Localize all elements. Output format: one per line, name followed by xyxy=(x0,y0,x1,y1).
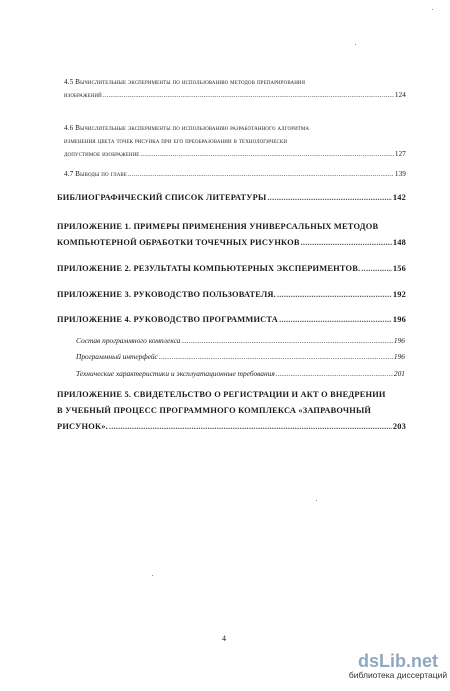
leader-dots xyxy=(276,367,393,380)
toc-entry-text: РИСУНОК». xyxy=(57,422,108,431)
toc-entry-appendix-3[interactable] xyxy=(57,288,406,301)
toc-entry-text: изображений xyxy=(64,91,102,99)
leader-dots xyxy=(301,235,392,251)
page-number: 4 xyxy=(222,634,226,643)
toc-entry-text: ПРИЛОЖЕНИЕ 4. РУКОВОДСТВО ПРОГРАММИСТА xyxy=(57,315,279,324)
toc-page-number: 203 xyxy=(392,422,406,431)
toc-entry-text: КОМПЬЮТЕРНОЙ ОБРАБОТКИ ТОЧЕЧНЫХ РИСУНКОВ xyxy=(57,238,300,247)
toc-entry-text: Состав программного комплекса xyxy=(76,336,181,345)
toc-entry-appendix-2[interactable] xyxy=(57,262,406,275)
toc-page-number: 196 xyxy=(392,315,406,324)
toc-page-number: 127 xyxy=(394,150,406,158)
leader-dots xyxy=(109,419,392,435)
toc-entry-appendix-5[interactable] xyxy=(57,387,406,435)
toc-entry-text: ПРИЛОЖЕНИЕ 5. СВИДЕТЕЛЬСТВО О РЕГИСТРАЦИИ И АКТ О ВНЕДРЕНИИ xyxy=(57,390,386,399)
toc-page-number: 142 xyxy=(392,193,406,202)
leader-dots xyxy=(103,89,394,102)
leader-dots xyxy=(140,148,393,161)
toc-entry-text: 4.6 Вычислительные эксперименты по использованию разработанного алгоритма xyxy=(64,124,310,132)
leader-dots xyxy=(277,288,392,301)
toc-entry-text: Программный интерфейс xyxy=(76,352,158,361)
scan-speck xyxy=(432,9,433,10)
toc-entry-text: ПРИЛОЖЕНИЕ 1. ПРИМЕРЫ ПРИМЕНЕНИЯ УНИВЕРСАЛЬНЫХ МЕТОДОВ xyxy=(57,222,379,231)
toc-page-number: 196 xyxy=(393,352,405,361)
toc-page-number: 196 xyxy=(393,336,405,345)
toc-entry-4-6[interactable] xyxy=(64,122,406,161)
leader-dots xyxy=(361,262,391,275)
leader-dots xyxy=(181,334,393,347)
dslib-watermark-logo[interactable] xyxy=(348,652,448,681)
toc-entry-4-7[interactable] xyxy=(64,168,406,181)
toc-page-number: 139 xyxy=(394,170,406,178)
toc-entry-text: 4.5 Вычислительные эксперименты по использованию методов препарирования xyxy=(64,78,306,86)
toc-page-number: 148 xyxy=(392,238,406,247)
toc-entry-appendix-4[interactable] xyxy=(57,313,406,326)
toc-entry-bibliography[interactable] xyxy=(57,191,406,204)
toc-entry-text: ПРИЛОЖЕНИЕ 3. РУКОВОДСТВО ПОЛЬЗОВАТЕЛЯ. xyxy=(57,290,276,299)
leader-dots xyxy=(159,350,393,363)
toc-entry-4-5[interactable] xyxy=(64,76,406,102)
toc-subentry-1[interactable] xyxy=(76,334,405,347)
toc-entry-text: допустимое изображение xyxy=(64,150,140,158)
scan-speck xyxy=(316,500,317,501)
scan-speck xyxy=(355,44,356,45)
toc-page-number: 124 xyxy=(394,91,406,99)
toc-page-number: 156 xyxy=(392,264,406,273)
scan-speck xyxy=(152,575,153,576)
leader-dots xyxy=(267,191,391,204)
toc-entry-text: Технические характеристики и эксплуатационные требования xyxy=(76,369,275,378)
toc-entry-text: 4.7 Выводы по главе xyxy=(64,170,128,178)
leader-dots xyxy=(128,168,394,181)
toc-entry-text: изменения цвета точек рисунка при его преобразовании в технологически xyxy=(64,137,288,145)
watermark-brand: dsLib.net xyxy=(358,651,438,671)
toc-entry-text: ПРИЛОЖЕНИЕ 2. РЕЗУЛЬТАТЫ КОМПЬЮТЕРНЫХ ЭКСПЕРИМЕНТОВ. xyxy=(57,264,361,273)
toc-page-number: 201 xyxy=(393,369,405,378)
toc-entry-text: В УЧЕБНЫЙ ПРОЦЕСС ПРОГРАММНОГО КОМПЛЕКСА «ЗАПРАВОЧНЫЙ xyxy=(57,406,372,415)
toc-entry-text: БИБЛИОГРАФИЧЕСКИЙ СПИСОК ЛИТЕРАТУРЫ xyxy=(57,193,267,202)
toc-subentry-3[interactable] xyxy=(76,367,405,380)
toc-subentry-2[interactable] xyxy=(76,350,405,363)
toc-entry-appendix-1[interactable] xyxy=(57,219,406,251)
watermark-subtitle: библиотека диссертаций xyxy=(348,670,448,680)
leader-dots xyxy=(279,313,392,326)
toc-page-number: 192 xyxy=(392,290,406,299)
